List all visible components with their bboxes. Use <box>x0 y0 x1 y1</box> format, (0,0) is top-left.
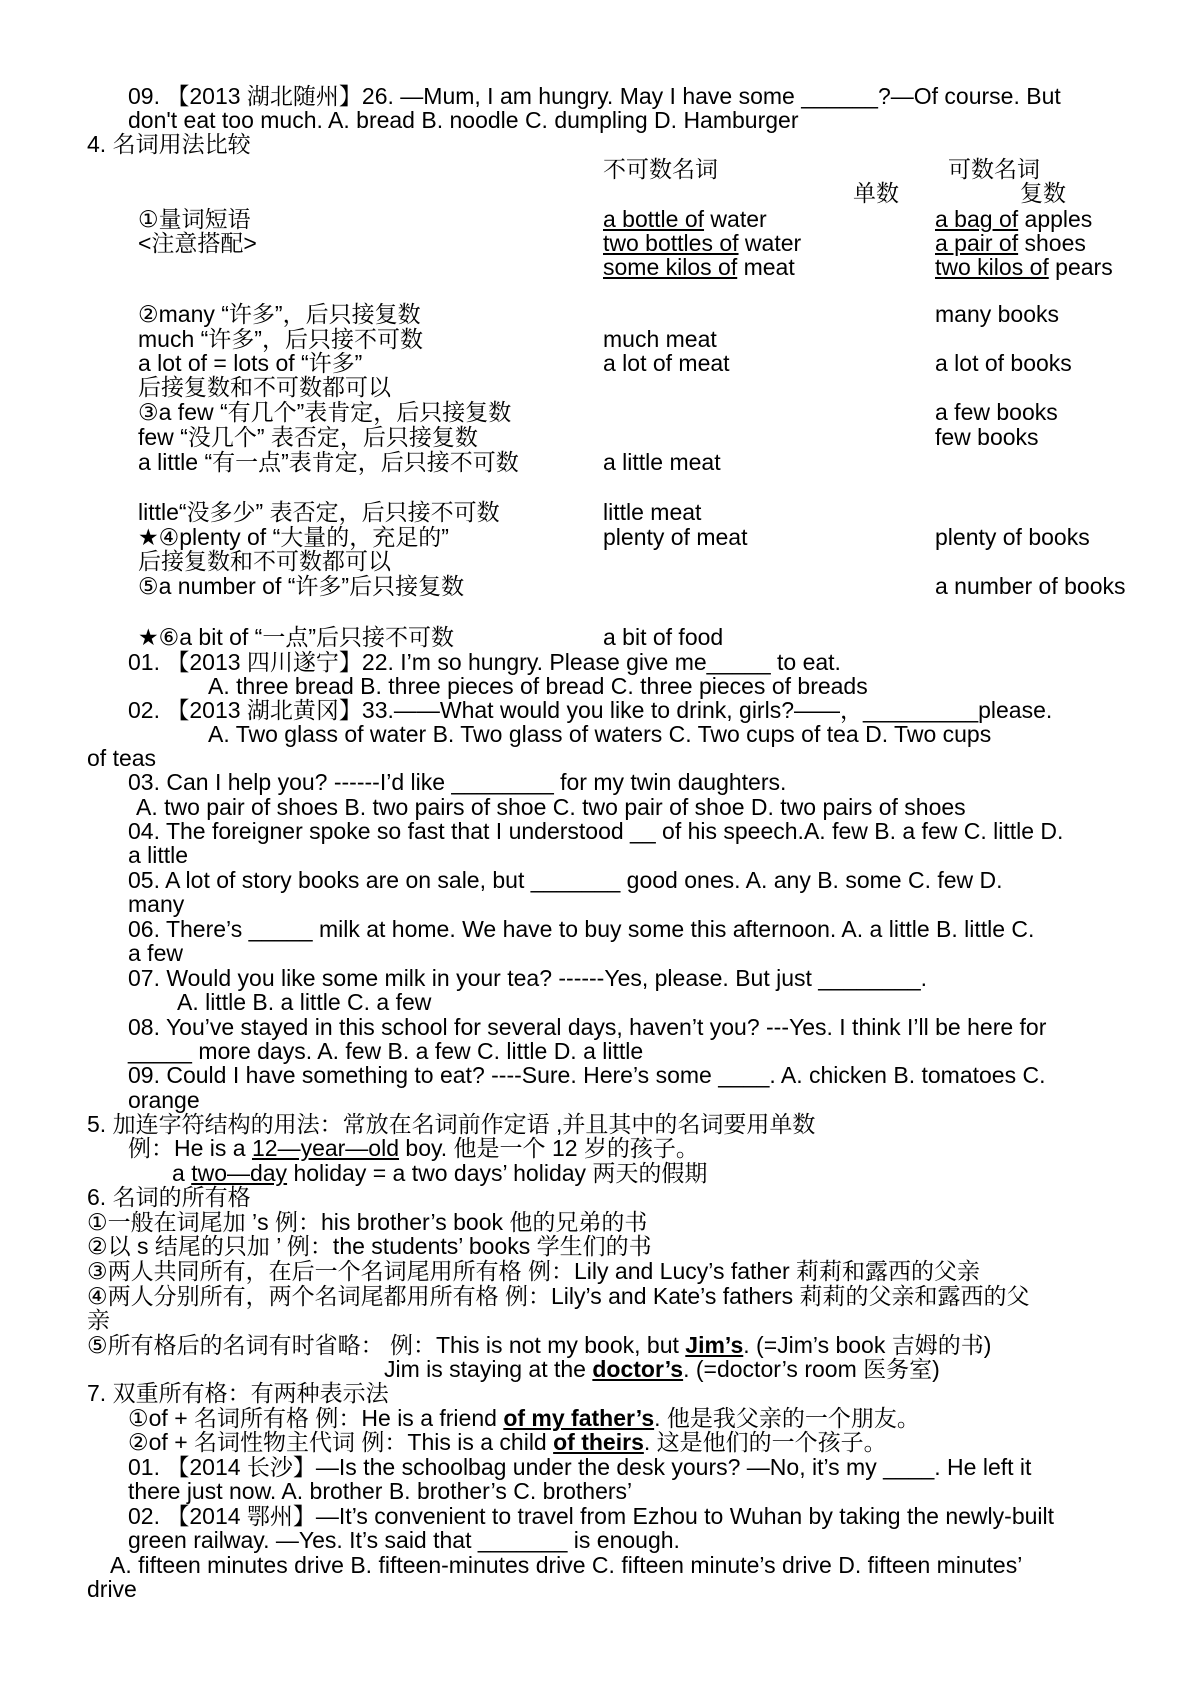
section-heading: 5. 加连字符结构的用法：常放在名词前作定语 ,并且其中的名词要用单数 <box>87 1111 816 1137</box>
countable-example: two kilos of pears <box>935 254 1113 280</box>
rule-text: 后接复数和不可数都可以 <box>138 548 391 574</box>
question-line: 07. Would you like some milk in your tea? ------Yes, please. But just ________. <box>128 965 928 991</box>
header-countable: 可数名词 <box>948 156 1040 182</box>
rule-text: much “许多”，后只接不可数 <box>138 326 423 352</box>
countable-example: many books <box>935 301 1060 327</box>
rule-text: ①一般在词尾加 ’s 例：his brother’s book 他的兄弟的书 <box>87 1209 648 1235</box>
question-wrap: many <box>128 891 185 917</box>
question-wrap: there just now. A. brother B. brother’s C. brothers’ <box>128 1478 633 1504</box>
uncountable-example: little meat <box>603 499 702 525</box>
question-options: A. two pair of shoes B. two pairs of shoe C. two pair of shoe D. two pairs of shoes <box>136 794 966 820</box>
question-line: 01. 【2013 四川遂宁】22. I’m so hungry. Please give me_____ to eat. <box>128 649 841 675</box>
rule-text: ③a few “有几个”表肯定，后只接复数 <box>138 399 512 425</box>
example-line: a two—day holiday = a two days’ holiday 两天的假期 <box>172 1160 708 1186</box>
question-options: A. Two glass of water B. Two glass of waters C. Two cups of tea D. Two cups <box>208 721 992 747</box>
rule-text: few “没几个” 表否定，后只接复数 <box>138 424 478 450</box>
question-wrap: _____ more days. A. few B. a few C. little D. a little <box>128 1038 644 1064</box>
question-line: 03. Can I help you? ------I’d like ________ for my twin daughters. <box>128 769 787 795</box>
uncountable-example: a little meat <box>603 449 721 475</box>
section-heading: 7. 双重所有格：有两种表示法 <box>87 1380 389 1406</box>
section-heading: 4. 名词用法比较 <box>87 131 251 157</box>
rule-text: ①of + 名词所有格 例：He is a friend of my father’s. 他是我父亲的一个朋友。 <box>128 1405 920 1431</box>
rule-text: a little “有一点”表肯定，后只接不可数 <box>138 449 519 475</box>
rule-text: 后接复数和不可数都可以 <box>138 374 391 400</box>
question-options: A. little B. a little C. a few <box>177 989 432 1015</box>
question-line: 09. 【2013 湖北随州】26. —Mum, I am hungry. May I have some ______?—Of course. But <box>128 83 1061 109</box>
countable-example: a few books <box>935 399 1058 425</box>
countable-example: a pair of shoes <box>935 230 1086 256</box>
question-wrap: a little <box>128 842 189 868</box>
rule-text: ②many “许多”，后只接复数 <box>138 301 421 327</box>
countable-example: a number of books <box>935 573 1126 599</box>
rule-label: ①量词短语 <box>138 206 251 232</box>
rule-text: ⑤a number of “许多”后只接复数 <box>138 573 465 599</box>
countable-example: few books <box>935 424 1039 450</box>
rule-text: ★⑥a bit of “一点”后只接不可数 <box>138 624 454 650</box>
countable-example: a lot of books <box>935 350 1072 376</box>
question-options: don't eat too much. A. bread B. noodle C. dumpling D. Hamburger <box>128 107 799 133</box>
rule-text: ⑤所有格后的名词有时省略： 例：This is not my book, but Jim’s. (=Jim’s book 吉姆的书) <box>87 1332 992 1358</box>
section-heading: 6. 名词的所有格 <box>87 1184 251 1210</box>
rule-text: ②of + 名词性物主代词 例：This is a child of theirs. 这是他们的一个孩子。 <box>128 1429 887 1455</box>
question-wrap: green railway. —Yes. It’s said that _______ is enough. <box>128 1527 680 1553</box>
header-singular: 单数 <box>853 180 899 206</box>
countable-example: plenty of books <box>935 524 1090 550</box>
uncountable-example: a lot of meat <box>603 350 730 376</box>
question-line: 06. There’s _____ milk at home. We have to buy some this afternoon. A. a little B. little C. <box>128 916 1035 942</box>
uncountable-example: much meat <box>603 326 717 352</box>
rule-text: ②以 s 结尾的只加 ’ 例：the students’ books 学生们的书 <box>87 1233 652 1259</box>
question-line: 08. You’ve stayed in this school for several days, haven’t you? ---Yes. I think I’ll be here for <box>128 1014 1047 1040</box>
question-wrap: orange <box>128 1087 200 1113</box>
uncountable-example: plenty of meat <box>603 524 748 550</box>
question-line: 04. The foreigner spoke so fast that I understood __ of his speech.A. few B. a few C. little D. <box>128 818 1064 844</box>
rule-text: ③两人共同所有，在后一个名词尾用所有格 例：Lily and Lucy’s father 莉莉和露西的父亲 <box>87 1258 981 1284</box>
question-wrap: a few <box>128 940 183 966</box>
uncountable-example: a bit of food <box>603 624 724 650</box>
rule-text: a lot of = lots of “许多” <box>138 350 363 376</box>
rule-text: little“没多少” 表否定，后只接不可数 <box>138 499 500 525</box>
header-uncountable: 不可数名词 <box>603 156 718 182</box>
question-wrap: drive <box>87 1576 137 1602</box>
uncountable-example: two bottles of water <box>603 230 802 256</box>
question-line: 02. 【2013 湖北黄冈】33.——What would you like to drink, girls?——，_________please. <box>128 697 1053 723</box>
rule-text: 亲 <box>87 1307 110 1333</box>
question-line: 02. 【2014 鄂州】—It’s convenient to travel from Ezhou to Wuhan by taking the newly-built <box>128 1503 1055 1529</box>
header-plural: 复数 <box>1020 180 1066 206</box>
uncountable-example: a bottle of water <box>603 206 767 232</box>
question-line: 09. Could I have something to eat? ----Sure. Here’s some ____. A. chicken B. tomatoes C. <box>128 1062 1046 1088</box>
question-wrap: of teas <box>87 745 157 771</box>
rule-text: ④两人分别所有，两个名词尾都用所有格 例：Lily’s and Kate’s fathers 莉莉的父亲和露西的父 <box>87 1283 1030 1309</box>
question-line: 01. 【2014 长沙】—Is the schoolbag under the desk yours? —No, it’s my ____. He left it <box>128 1454 1032 1480</box>
question-line: 05. A lot of story books are on sale, but _______ good ones. A. any B. some C. few D. <box>128 867 1003 893</box>
rule-text: ★④plenty of “大量的，充足的” <box>138 524 449 550</box>
rule-label: <注意搭配> <box>138 230 257 256</box>
example-line: 例：He is a 12—year—old boy. 他是一个 12 岁的孩子。 <box>128 1135 699 1161</box>
question-options: A. fifteen minutes drive B. fifteen-minutes drive C. fifteen minute’s drive D. fifteen minutes’ <box>110 1552 1023 1578</box>
example-line: Jim is staying at the doctor’s. (=doctor’s room 医务室) <box>384 1356 940 1382</box>
question-options: A. three bread B. three pieces of bread C. three pieces of breads <box>208 673 868 699</box>
countable-example: a bag of apples <box>935 206 1093 232</box>
uncountable-example: some kilos of meat <box>603 254 795 280</box>
